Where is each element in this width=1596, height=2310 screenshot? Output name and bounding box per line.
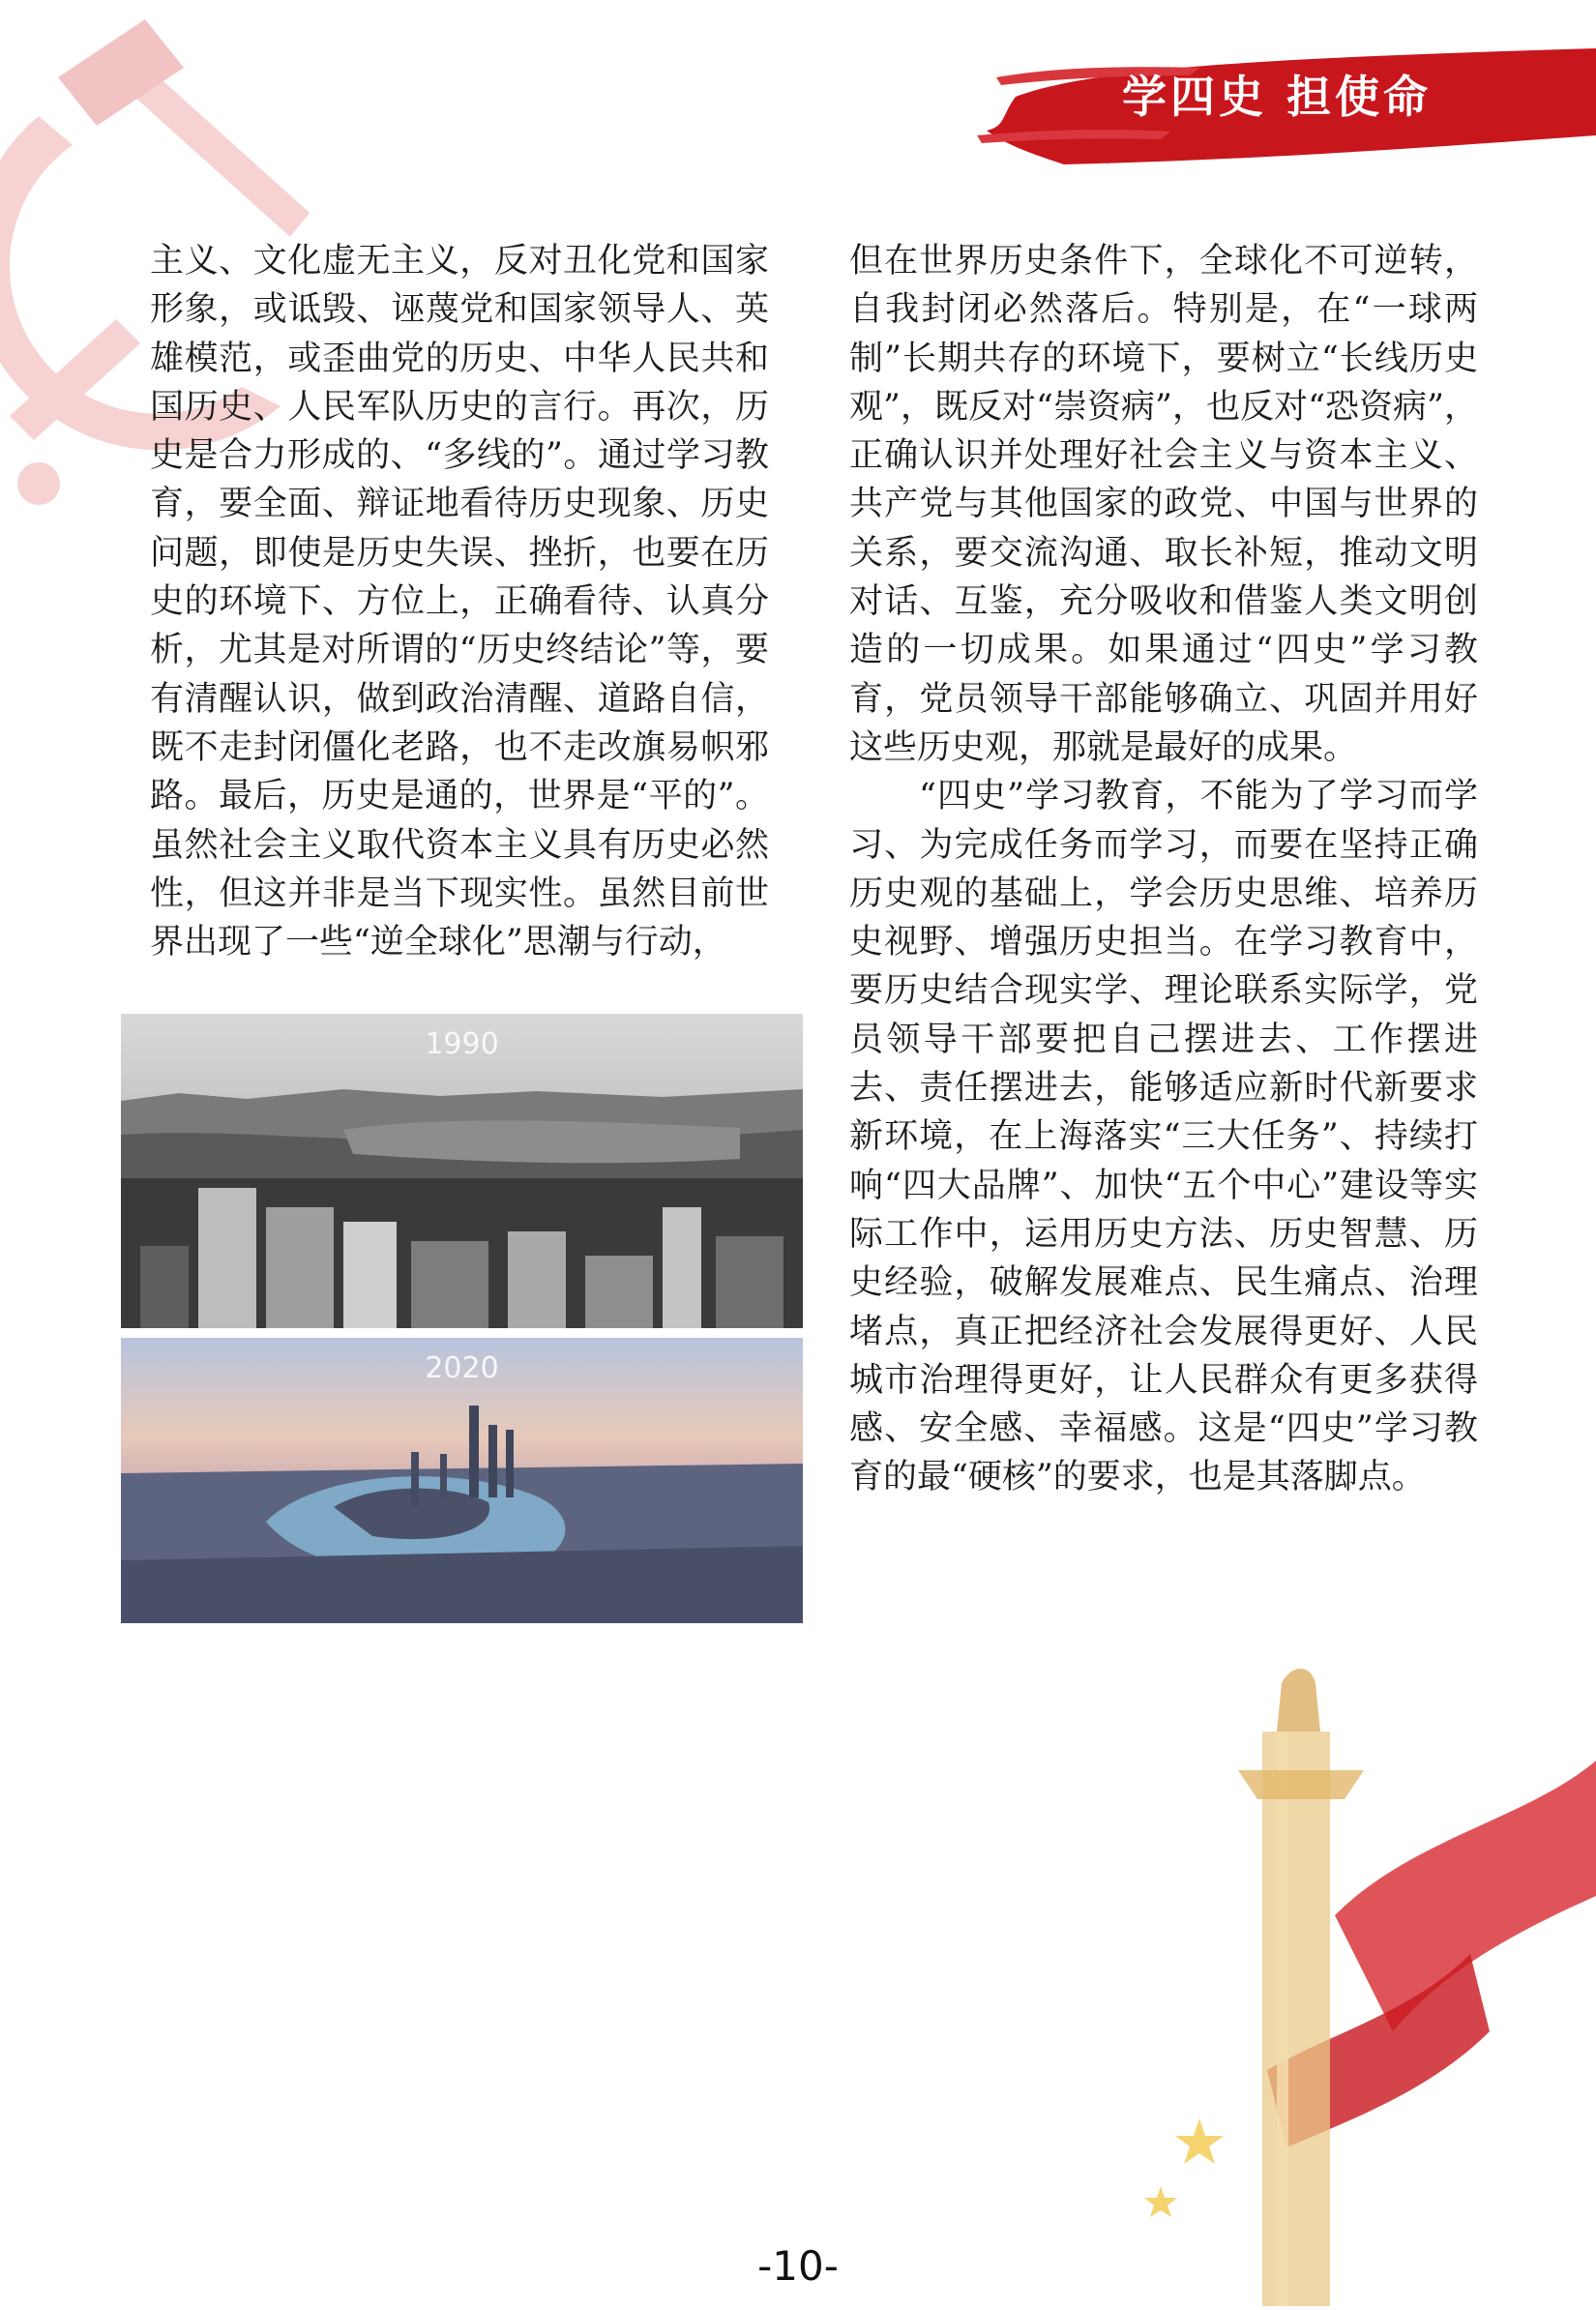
banner-title: 学四史 担使命 (1122, 71, 1433, 123)
right-text-column (849, 237, 1478, 1502)
photo-year-label: 2020 (425, 1351, 499, 1385)
huabiao-pillar-decoration (1122, 1664, 1596, 2306)
left-paragraph: 主义、文化虚无主义，反对丑化党和国家形象，或诋毁、诬蔑党和国家领导人、英雄模范，或歪曲党的历史、中华人民共和国历史、人民军队历史的言行。再次，历史是合力形成的、“多线的”。通过学习教育，要全面、辩证地看待历史现象、历史问题，即使是历史失误、挫折，也要在历史的环境下、方位上，正确看待、认真分析，尤其是对所谓的“历史终结论”等，要有清醒认识，做到政治清醒、道路自信，既不走封闭僵化老路，也不走改旗易帜邪路。最后，历史是通的，世界是“平的”。虽然社会主义取代资本主义具有历史必然性，但这并非是当下现实性。虽然目前世界出现了一些“逆全球化”思潮与行动， (150, 242, 769, 962)
shanghai-1990-photo (121, 1014, 803, 1328)
page-number: -10- (757, 2242, 839, 2290)
photo-year-label: 1990 (425, 1027, 499, 1061)
left-text-column (150, 237, 769, 966)
right-paragraph-2: “四史”学习教育，不能为了学习而学习、为完成任务而学习，而要在坚持正确历史观的基础上，学会历史思维、培养历史视野、增强历史担当。在学习教育中，要历史结合现实学、理论联系实际学，党员领导干部要把自己摆进去、工作摆进去、责任摆进去，能够适应新时代新要求新环境，在上海落实“三大任务”、持续打响“四大品牌”、加快“五个中心”建设等实际工作中，运用历史方法、历史智慧、历史经验，破解发展难点、民生痛点、治理堵点，真正把经济社会发展得更好、人民城市治理得更好，让人民群众有更多获得感、安全感、幸福感。这是“四史”学习教育的最“硬核”的要求，也是其落脚点。 (849, 777, 1478, 1497)
right-paragraph-1: 但在世界历史条件下，全球化不可逆转，自我封闭必然落后。特别是，在“一球两制”长期共存的环境下，要树立“长线历史观”，既反对“崇资病”，也反对“恐资病”，正确认识并处理好社会主义与资本主义、共产党与其他国家的政党、中国与世界的关系，要交流沟通、取长补短，推动文明对话、互鉴，充分吸收和借鉴人类文明创造的一切成果。如果通过“四史”学习教育，党员领导干部能够确立、巩固并用好这些历史观，那就是最好的成果。 (849, 242, 1478, 767)
shanghai-2020-photo (121, 1338, 803, 1623)
